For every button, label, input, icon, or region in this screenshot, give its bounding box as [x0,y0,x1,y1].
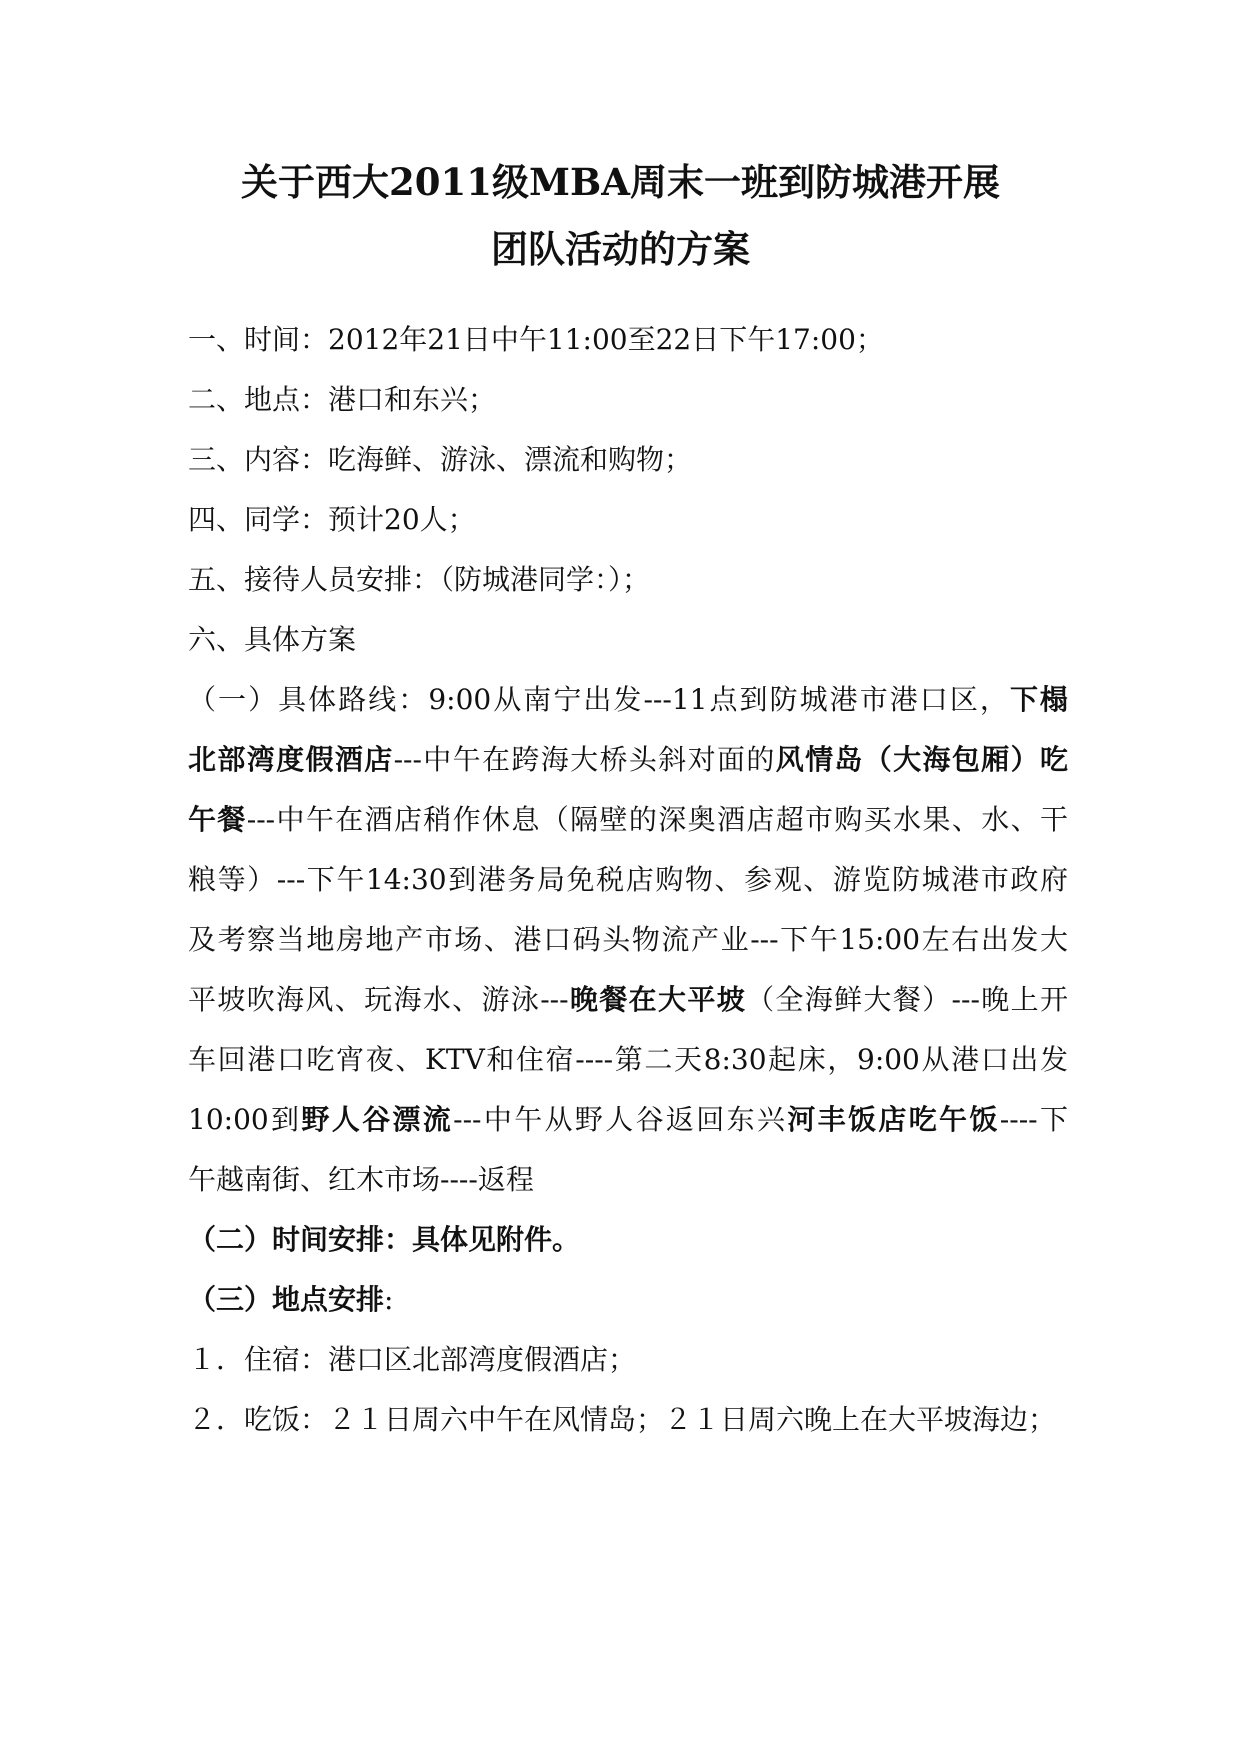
route-text: ---中午从野人谷返回东兴 [453,1103,788,1136]
route-highlight: 北部湾度假酒店 [188,743,394,776]
route-text: （一）具体路线：9:00从南宁出发---11点到防城港市港口区， [188,683,1010,716]
item-reception: 五、接待人员安排：（防城港同学：）； [188,563,651,596]
route-line-5: 及考察当地房地产市场、港口码头物流产业---下午15:00左右出发大 [188,923,1068,956]
item-time: 一、时间：2012年21日中午11:00至22日下午17:00； [188,323,884,356]
route-highlight: 野人谷漂流 [301,1103,454,1136]
route-line-8 [188,1102,1068,1138]
location-heading-colon: : [384,1283,394,1316]
route-line-4: 粮等）---下午14:30到港务局免税店购物、参观、游览防城港市政府 [188,863,1068,896]
route-highlight: 晚餐在大平坡 [568,983,747,1016]
route-text: （全海鲜大餐）---晚上开 [746,983,1068,1016]
route-highlight: 午餐 [188,803,247,836]
location-item-meals: ２．吃饭：２１日周六中午在风情岛；２１日周六晚上在大平坡海边； [188,1403,1057,1436]
route-text: ---中午在跨海大桥头斜对面的 [393,743,776,776]
route-highlight: 风情岛（大海包厢）吃 [775,743,1068,776]
item-place: 二、地点：港口和东兴； [188,383,497,416]
route-line-6 [188,982,1068,1018]
route-text: ----下 [999,1103,1068,1136]
route-line-3 [188,802,1068,838]
location-heading [188,1282,1068,1318]
location-heading-text: （三）地点安排 [188,1283,385,1316]
route-text: ---中午在酒店稍作休息（隔壁的深奥酒店超市购买水果、水、干 [246,803,1068,836]
route-line-2 [188,742,1068,778]
item-plan-heading: 六、具体方案 [188,623,357,656]
location-item-lodging: １．住宿：港口区北部湾度假酒店； [188,1343,637,1376]
schedule-heading: （二）时间安排：具体见附件。 [188,1223,581,1256]
item-people: 四、同学：预计20人； [188,503,476,536]
route-line-7: 车回港口吃宵夜、KTV和住宿----第二天8:30起床，9:00从港口出发 [188,1043,1068,1076]
route-line-9: 午越南街、红木市场----返程 [188,1163,534,1196]
route-highlight: 河丰饭店吃午饭 [787,1103,1000,1136]
item-content: 三、内容：吃海鲜、游泳、漂流和购物； [188,443,693,476]
route-text: 10:00到 [188,1103,302,1136]
document-title-line-1: 关于西大2011级MBA周末一班到防城港开展 [241,160,1000,204]
document-title-line-2: 团队活动的方案 [491,227,750,271]
route-highlight: 下榻 [1009,683,1068,716]
route-line-1 [188,682,1068,718]
route-text: 平坡吹海风、玩海水、游泳--- [188,983,569,1016]
